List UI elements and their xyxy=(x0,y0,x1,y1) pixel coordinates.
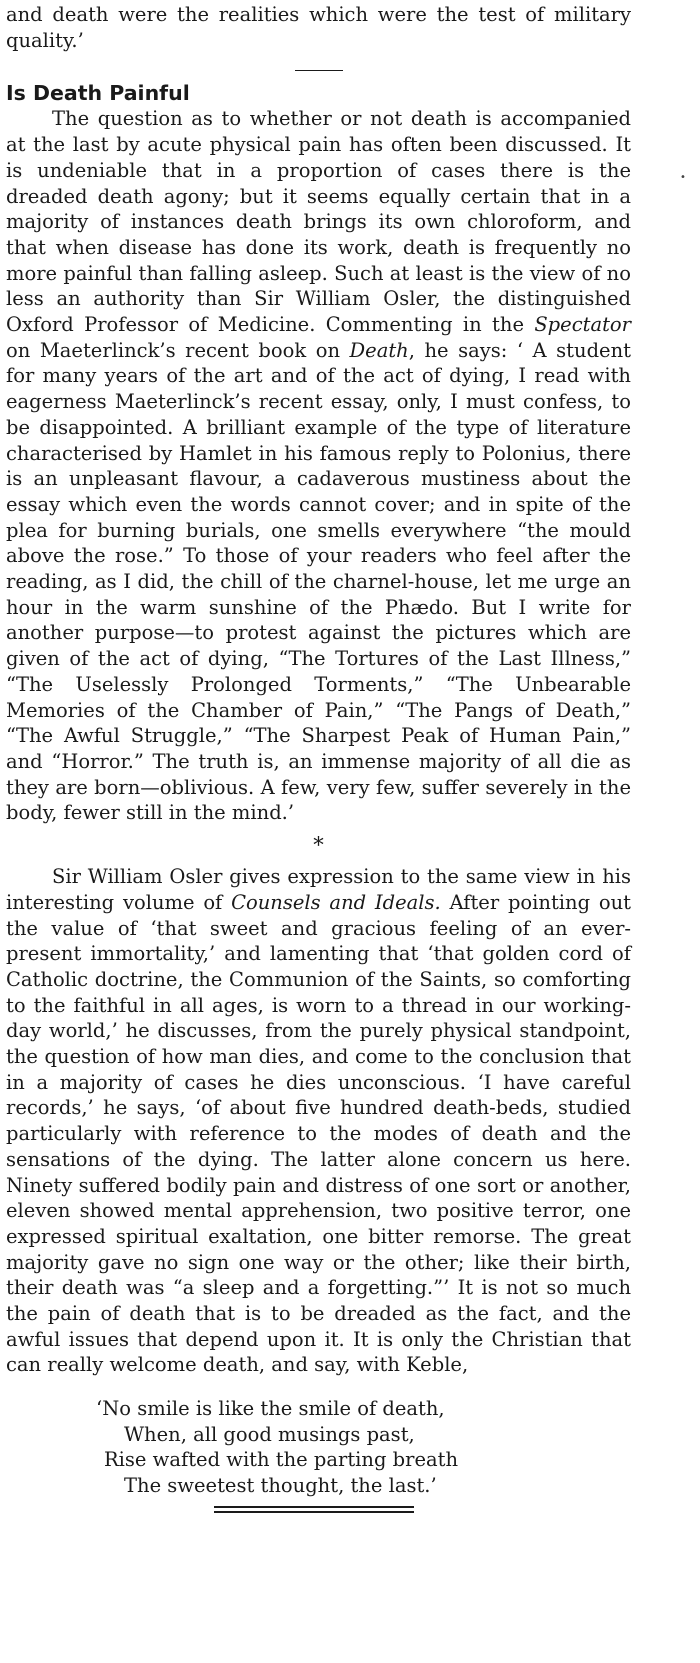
article-paragraph-2 xyxy=(6,864,631,1378)
verse-line-2: When, all good musings past, xyxy=(124,1422,415,1446)
document-page xyxy=(6,0,631,1513)
paragraph-2-text-b: After pointing out the value of ‘that sweet and gracious feeling of an ever-present immortality,’ and lamenting that ‘that golden cord of Catholic doctrine, the Communion of the Saints, so comforting to the faithful in all ages, is worn to a thread in our working-day world,’ he discusses, from the purely physical standpoint, the question of how man dies, and come to the conclusion that in a majority of cases he dies unconscious. ‘I have careful records,’ he says, ‘of about five hundred death-beds, studied particularly with reference to the modes of death and the sensations of the dying. The latter alone concern us here. Ninety suffered bodily pain and distress of one sort or another, eleven showed mental apprehension, two positive terror, one expressed spiritual exaltation, one bitter remorse. The great majority gave no sign one way or the other; like their birth, their death was “a sleep and a forgetting.”’ It is not so much the pain of death that is to be dreaded as the fact, and the awful issues that depend upon it. It is only the Christian that can really welcome death, and say, with Keble, xyxy=(6,890,631,1377)
end-double-rule xyxy=(214,1506,414,1513)
verse-line-4: The sweetest thought, the last.’ xyxy=(124,1473,437,1497)
paragraph-1-text-a: The question as to whether or not death is accompanied at the last by acute physical pain has often been discussed. It is undeniable that in a proportion of cases there is the dreaded death agony; but it seems equally certain that in a majority of instances death brings its own chloroform, and that when disease has done its work, death is frequently no more painful than falling asleep. Such at least is the view of no less an authority than Sir William Osler, the distinguished Oxford Professor of Medicine. Commenting in the xyxy=(6,107,631,337)
spectator-title: Spectator xyxy=(534,313,631,337)
continued-text-fragment: and death were the realities which were the test of military quality.’ xyxy=(6,3,631,52)
death-book-title: Death xyxy=(349,338,409,362)
counsels-and-ideals-title: Counsels and Ideals. xyxy=(231,890,441,914)
article-paragraph-1 xyxy=(6,106,631,826)
paragraph-1-text-b: on Maeterlinck’s recent book on xyxy=(6,338,350,362)
keble-verse xyxy=(6,1396,631,1498)
section-divider xyxy=(295,70,343,71)
verse-line-1: ‘No smile is like the smile of death, xyxy=(96,1397,445,1421)
article-heading: Is Death Painful xyxy=(6,81,190,106)
margin-mark-icon: • xyxy=(680,172,686,183)
verse-line-3: Rise wafted with the parting breath xyxy=(104,1448,459,1472)
paragraph-1-text-c: , he says: ‘ A student for many years of the art and of the act of dying, I read with eagerness Maeterlinck’s recent essay, only, I must confess, to be disappointed. A brilliant example of the type of literature characterised by Hamlet in his famous reply to Polonius, there is an unpleasant flavour, a cadaverous mustiness about the essay which even the words cannot cover; and in spite of the plea for burning burials, one smells everywhere “the mould above the rose.” To those of your readers who feel after the reading, as I did, the chill of the charnel-house, let me urge an hour in the warm sunshine of the Phædo. But I write for another purpose—to protest against the pictures which are given of the act of dying, “The Tortures of the Last Illness,” “The Uselessly Prolonged Torments,” “The Unbearable Memories of the Chamber of Pain,” “The Pangs of Death,” “The Awful Struggle,” “The Sharpest Peak of Human Pain,” and “Horror.” The truth is, an immense majority of all die as they are born—oblivious. A few, very few, suffer severely in the body, fewer still in the mind.’ xyxy=(6,338,631,825)
paragraph-2-text-a: Sir William Osler gives expression to the same view in his interesting volume of xyxy=(6,865,631,914)
asterisk-separator: * xyxy=(313,833,324,858)
